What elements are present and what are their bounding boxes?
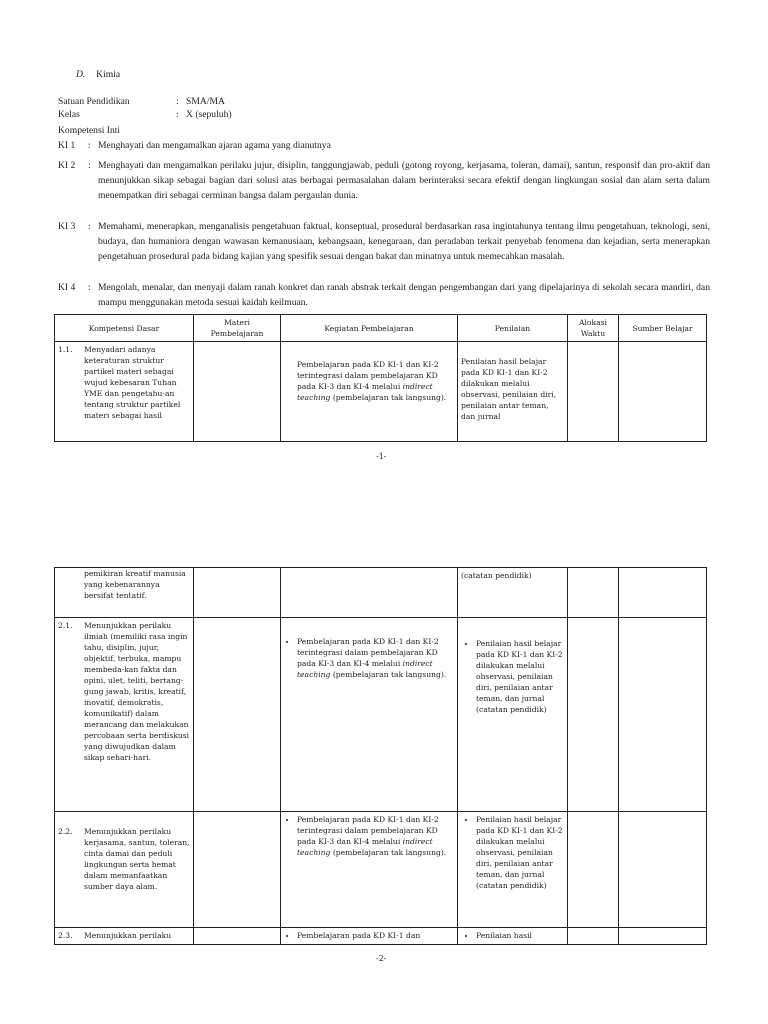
- ki-text: Memahami, menerapkan, menganalisis pengetahuan faktual, konseptual, prosedural berdasarkan rasa ingintahunya tentang ilmu pengetahuan, teknologi, seni, budaya, dan humaniora dengan wawasan kemanusiaan, kebangsaan, kenegaraan, dan peradaban terkait penyebab fenomena dan kejadian, serta menerapkan pengetahuan prosedural pada bidang kajian yang spesifik sesuai dengan bakat dan minatnya untuk memecahkan masalah.: [98, 221, 710, 262]
- alokasi-cell: [568, 568, 619, 618]
- list-item: • Penilaian hasil belajar pada KD KI-1 dan KI-2 dilakukan melalui observasi, penilaian diri, penilaian antar teman, dan jurnal (catatan pendidik): [476, 814, 565, 891]
- ki-2: [58, 158, 710, 218]
- penilaian-list: [458, 812, 567, 891]
- kegiatan-text-b: (pembelajaran tak langsung).: [330, 848, 447, 857]
- subject-heading: [76, 68, 120, 81]
- kegiatan-text-em: indirect teaching: [297, 382, 433, 402]
- kelas-colon: :: [176, 109, 179, 120]
- header-kegiatan: Kegiatan Pembelajaran: [281, 315, 458, 342]
- kegiatan-text: [281, 342, 457, 403]
- kd-text: Menunjukkan perilaku kerjasama, santun, toleran, cinta damai dan peduli lingkungan serta hemat dalam memanfaatkan sumber daya alam.: [84, 827, 190, 891]
- kegiatan-list: [281, 928, 457, 941]
- kegiatan-list: [281, 618, 457, 680]
- header-materi-line-2: Pembelajaran: [210, 329, 264, 338]
- penilaian-list: [458, 618, 567, 715]
- ki-colon: :: [88, 282, 91, 293]
- satuan-value: SMA/MA: [186, 96, 225, 107]
- header-alokasi-line-1: Alokasi: [579, 318, 607, 327]
- satuan-colon: :: [176, 96, 179, 107]
- list-item: [297, 814, 447, 858]
- satuan-label: Satuan Pendidikan: [58, 96, 130, 107]
- penilaian-cell: [458, 928, 568, 945]
- kelas-value: X (sepuluh): [186, 109, 232, 120]
- kd-table-page-2: [54, 567, 707, 945]
- ki-code: KI 4: [58, 282, 76, 293]
- sumber-cell: [619, 618, 707, 812]
- kelas-label: Kelas: [58, 109, 80, 120]
- kd-cell: [55, 812, 194, 928]
- kd-text: pemikiran kreatif manusia yang kebenarannya bersifat tentatif.: [84, 569, 186, 600]
- kegiatan-cell: [281, 928, 458, 945]
- table-row: [55, 928, 707, 945]
- kd-text: Menyadari adanya keteraturan struktur partikel materi sebagai wujud kebesaran Tuhan YME dan pengetahu-an tentang struktur partikel materi sebagai hasil: [84, 345, 181, 420]
- materi-cell: [194, 568, 281, 618]
- table-row: [55, 618, 707, 812]
- list-item: [297, 636, 447, 680]
- table-header-row: [55, 315, 707, 342]
- kegiatan-cell: [281, 812, 458, 928]
- kd-number: 1.1.: [58, 345, 73, 354]
- kd-number: 2.3.: [58, 931, 73, 940]
- table-row: [55, 812, 707, 928]
- penilaian-cell: [458, 568, 568, 618]
- table-row: [55, 342, 707, 442]
- kegiatan-list: [281, 812, 457, 858]
- page-2: [0, 560, 768, 1024]
- alokasi-cell: [568, 928, 619, 945]
- kd-cell: [55, 928, 194, 945]
- materi-cell: [194, 618, 281, 812]
- sumber-cell: [619, 568, 707, 618]
- header-alokasi-line-2: Waktu: [580, 329, 606, 338]
- kd-number: 2.2.: [58, 827, 73, 836]
- penilaian-text: Penilaian hasil belajar pada KD KI-1 dan KI-2 dilakukan melalui observasi, penilaian diri, penilaian antar teman, dan jurnal: [461, 357, 557, 421]
- kd-text: Menunjukkan perilaku: [84, 931, 172, 940]
- page-1: [0, 0, 768, 470]
- ki-text: Menghayati dan mengamalkan ajaran agama yang dianutnya: [98, 140, 331, 151]
- kd-text: Menunjukkan perilaku ilmiah (memiliki rasa ingin tahu, disiplin, jujur, objektif, terbuka, mampu membeda-kan fakta dan opini, ulet, teliti, bertang-gung jawab, kritis, kreatif, inovatif, demokratis, komunikatif) dalam merancang dan melakukan percobaan serta berdiskusi yang diwujudkan dalam sikap sehari-hari.: [84, 621, 190, 762]
- list-item: • Penilaian hasil belajar pada KD KI-1 dan KI-2 dilakukan melalui observasi, penilaian diri, penilaian antar teman, dan jurnal (catatan pendidik): [476, 638, 565, 715]
- materi-cell: [194, 812, 281, 928]
- kd-cell: [55, 342, 194, 442]
- ki-3: [58, 219, 710, 279]
- kegiatan-cell: [281, 342, 458, 442]
- materi-cell: [194, 928, 281, 945]
- materi-cell: [194, 342, 281, 442]
- penilaian-cell: [458, 618, 568, 812]
- kegiatan-text-em: indirect teaching: [297, 659, 433, 679]
- kegiatan-cell: [281, 568, 458, 618]
- sumber-cell: [619, 928, 707, 945]
- list-item: • Pembelajaran pada KD KI-1 dan: [297, 930, 447, 941]
- kegiatan-text-a: Pembelajaran pada KD KI-1 dan KI-2 terintegrasi dalam pembelajaran KD pada KI-3 dan KI-4 melalui: [297, 815, 439, 846]
- ki-4: [58, 280, 710, 310]
- table-row: [55, 568, 707, 618]
- header-materi-line-1: Materi: [224, 318, 250, 327]
- subject-letter: D.: [76, 69, 86, 80]
- kd-cell: [55, 618, 194, 812]
- ki-text: Mengolah, menalar, dan menyaji dalam ranah konkret dan ranah abstrak terkait dengan pengembangan dari yang dipelajarinya di sekolah secara mandiri, dan mampu menggunakan metoda sesuai kaidah keilmuan.: [98, 282, 710, 308]
- kompetensi-inti-title: Kompetensi Inti: [58, 125, 121, 136]
- sumber-cell: [619, 812, 707, 928]
- alokasi-cell: [568, 812, 619, 928]
- kd-table-page-1: [54, 314, 707, 442]
- list-item: • Penilaian hasil: [476, 930, 565, 941]
- ki-code: KI 1: [58, 140, 76, 151]
- penilaian-list: [458, 928, 567, 941]
- ki-code: KI 2: [58, 160, 76, 171]
- kegiatan-text-b: (pembelajaran tak langsung).: [330, 670, 447, 679]
- header-penilaian: Penilaian: [458, 315, 568, 342]
- alokasi-cell: [568, 618, 619, 812]
- kegiatan-cell: [281, 618, 458, 812]
- kegiatan-text-a: Pembelajaran pada KD KI-1 dan KI-2 terintegrasi dalam pembelajaran KD pada KI-3 dan KI-4 melalui: [297, 360, 439, 391]
- kegiatan-text-em: indirect teaching: [297, 837, 433, 857]
- alokasi-cell: [568, 342, 619, 442]
- kegiatan-text-b: (pembelajaran tak langsung).: [330, 393, 447, 402]
- header-sumber: Sumber Belajar: [619, 315, 707, 342]
- sumber-cell: [619, 342, 707, 442]
- kegiatan-text-a: Pembelajaran pada KD KI-1 dan KI-2 terintegrasi dalam pembelajaran KD pada KI-3 dan KI-4 melalui: [297, 637, 439, 668]
- penilaian-text: (catatan pendidik): [461, 571, 532, 580]
- kd-number: 2.1.: [58, 621, 73, 630]
- subject-name: Kimia: [96, 69, 121, 80]
- page-number: -2-: [376, 954, 387, 963]
- penilaian-cell: [458, 342, 568, 442]
- ki-colon: :: [88, 160, 91, 171]
- ki-colon: :: [88, 221, 91, 232]
- penilaian-cell: [458, 812, 568, 928]
- ki-colon: :: [88, 140, 91, 151]
- ki-code: KI 3: [58, 221, 76, 232]
- ki-text: Menghayati dan mengamalkan perilaku jujur, disiplin, tanggungjawab, peduli (gotong royong, kerjasama, toleran, damai), santun, responsif dan pro-aktif dan menunjukkan sikap sebagai bagian dari solusi atas berbagai permasalahan dalam berinteraksi secara efektif dengan lingkungan sosial dan alam serta dalam menempatkan diri sebagai cerminan bangsa dalam pergaulan dunia.: [98, 160, 710, 201]
- header-kd: Kompetensi Dasar: [55, 315, 194, 342]
- ki-1: [58, 138, 710, 153]
- header-materi: [194, 315, 281, 342]
- kd-cell: [55, 568, 194, 618]
- header-alokasi: [568, 315, 619, 342]
- page-number: -1-: [376, 452, 387, 461]
